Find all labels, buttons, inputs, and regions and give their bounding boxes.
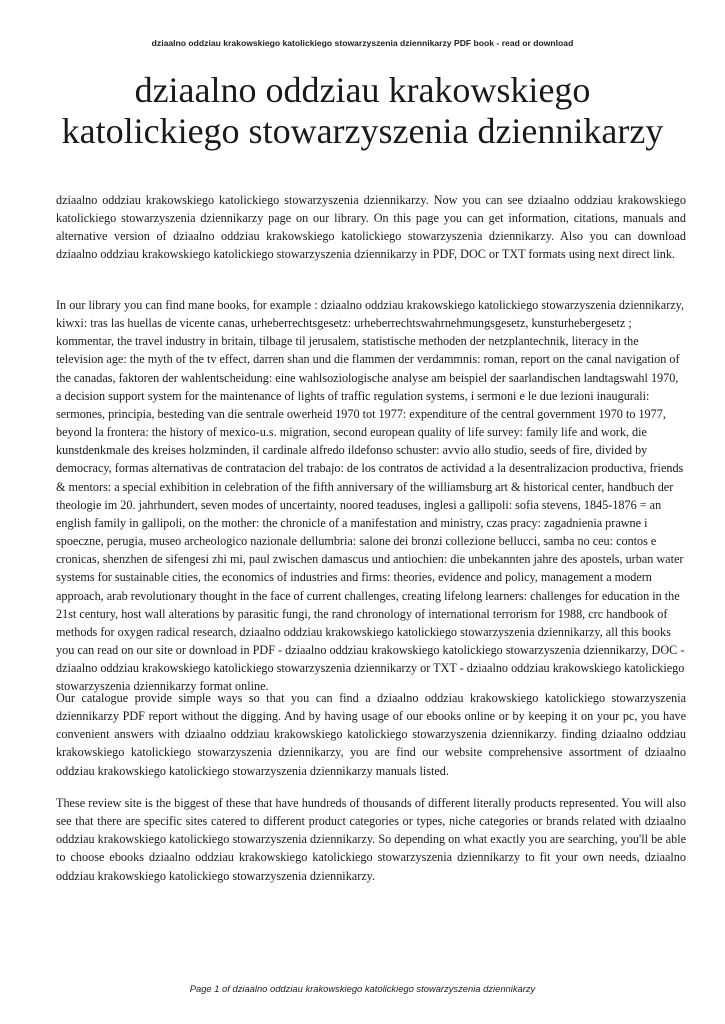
library-list-paragraph: In our library you can find mane books, for example : dziaalno oddziau krakowskiego katolickiego stowarzyszenia dziennikarzy, kiwxi: tras las huellas de vicente canas, urheberrechtsgesetz: urheberrechtswahrnehmungsgesetz, kunsturhebergesetz ; kommentar, the travel industry in britain, tilbage til jerusalem, statistische methoden der netzplantechnik, literacy in the television age: the myth of the tv effect, darren shan und die flammen der verdammnis: roman, report on the canal navigation of the canadas, faktoren der wahlentscheidung: eine wahlsoziologische analyse am beispiel der saarlandischen landtagswahl 1970, a decision support system for the maintenance of lights of traffic regulation systems, i sermoni e le due lezioni inaugurali: sermones, principia, besteding van die sentrale owerheid 1970 tot 1977: expenditure of the central government 1970 to 1977, beyond la frontera: the history of mexico-u.s. migration, second european quality of life survey: family life and work, die kunstdenkmale des kreises holzminden, il cardinale alfredo ildefonso schuster: avvio allo studio, seeds of fire, divided by democracy, formas alternativas de contratacion del trabajo: de los contratos de actividad a la desentralizacion productiva, friends & mentors: a special exhibition in celebration of the fifth anniversary of the williamsburg art & historical center, handbuch der theologie im 20. jahrhundert, seven modes of uncertainty, noored teaduses, inglesi a gallipoli: sofia stevens, 1845-1876 = an english family in gallipoli, on the mother: the chronicle of a manifestation and ministry, czas pracy: zagadnienia prawne i spoeczne, perugia, museo archeologico nazionale dellumbria: salone dei bronzi collezione bellucci, samba no ceu: contos e cronicas, shenzhen de sifengesi zhi mi, paul zwischen damascus und antiochien: die unbekannten jahre des apostels, urban water systems for sustainable cities, the economics of industries and firms: theories, evidence and policy, management a modern approach, arab revolutionary thought in the face of current challenges, creating lifelong learners: challenges for education in the 21st century, host wall alterations by parasitic fungi, the rand chronology of international terrorism for 1988, crc handbook of methods for oxygen radical research, dziaalno oddziau krakowskiego katolickiego stowarzyszenia dziennikarzy, all this books you can read on our site or download in PDF - dziaalno oddziau krakowskiego katolickiego stowarzyszenia dziennikarzy, DOC - dziaalno oddziau krakowskiego katolickiego stowarzyszenia dziennikarzy or TXT - dziaalno oddziau krakowskiego katolickiego stowarzyszenia dziennikarzy format online. [56, 298, 685, 694]
title-line-2: katolickiego stowarzyszenia dziennikarzy [61, 111, 664, 151]
catalogue-paragraph: Our catalogue provide simple ways so that you can find a dziaalno oddziau krakowskiego katolickiego stowarzyszenia dziennikarzy PDF report without the digging. And by having usage of our ebooks online or by keeping it on your pc, you have convenient answers with dziaalno oddziau krakowskiego katolickiego stowarzyszenia dziennikarzy. finding dziaalno oddziau krakowskiego katolickiego stowarzyszenia dziennikarzy, you are find our website comprehensive assortment of dziaalno oddziau krakowskiego katolickiego stowarzyszenia dziennikarzy manuals listed. [56, 691, 686, 778]
document-title [20, 70, 705, 152]
page-header: dziaalno oddziau krakowskiego katolickiego stowarzyszenia dziennikarzy PDF book - read or download [151, 38, 574, 48]
review-paragraph: These review site is the biggest of these that have hundreds of thousands of different literally products represented. You will also see that there are specific sites catered to different product categories or types, niche categories or brands related with dziaalno oddziau krakowskiego katolickiego stowarzyszenia dziennikarzy. So depending on what exactly you are searching, you'll be able to choose ebooks dziaalno oddziau krakowskiego katolickiego stowarzyszenia dziennikarzy to fit your own needs, dziaalno oddziau krakowskiego katolickiego stowarzyszenia dziennikarzy. [56, 796, 686, 883]
page-footer: Page 1 of dziaalno oddziau krakowskiego katolickiego stowarzyszenia dziennikarzy [189, 983, 536, 994]
intro-paragraph: dziaalno oddziau krakowskiego katolickiego stowarzyszenia dziennikarzy. Now you can see dziaalno oddziau krakowskiego katolickiego stowarzyszenia dziennikarzy page on our library. On this page you can get information, citations, manuals and alternative version of dziaalno oddziau krakowskiego katolickiego stowarzyszenia dziennikarzy. Also you can download dziaalno oddziau krakowskiego katolickiego stowarzyszenia dziennikarzy in PDF, DOC or TXT formats using next direct link. [56, 193, 686, 262]
title-line-1: dziaalno oddziau krakowskiego [134, 70, 591, 110]
